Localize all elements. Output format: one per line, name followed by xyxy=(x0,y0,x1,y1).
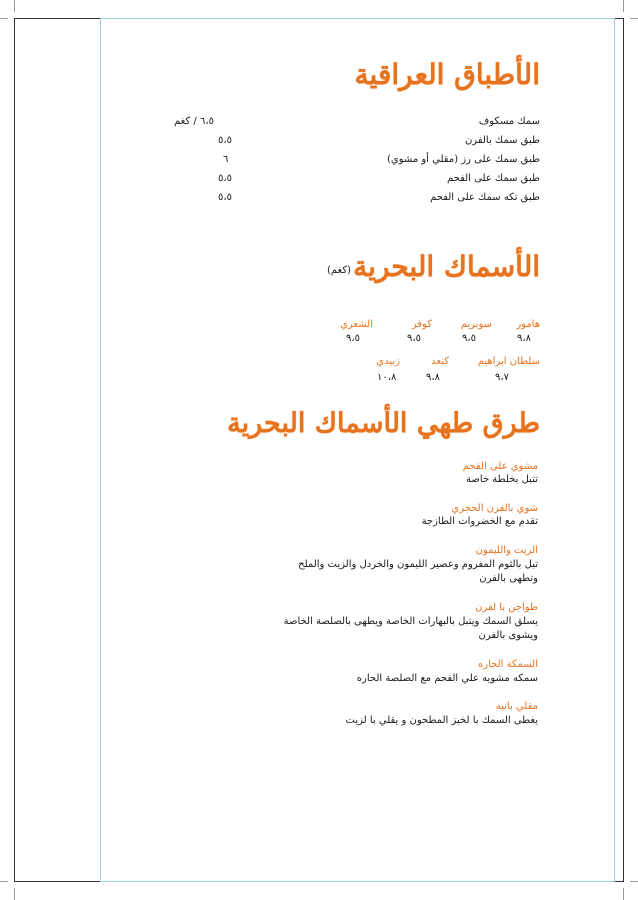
menu-item-price: ٥،٥ xyxy=(218,135,232,146)
method-heading: شوي بالفرن الحجري xyxy=(451,503,538,514)
fish-name: سوبريم xyxy=(460,319,492,330)
section-title-methods: طرق طهي الأسماك البحرية xyxy=(227,408,540,439)
method-description: تقدم مع الخضروات الطازجة xyxy=(421,516,538,527)
fish-price: ٩،٨ xyxy=(426,372,440,383)
crop-mark-bottom-right-h xyxy=(630,881,638,882)
menu-item-name: سمك مسكوف xyxy=(478,116,540,127)
method-heading: مقلي بانيه xyxy=(495,701,538,712)
menu-item-price: ٥،٥ xyxy=(218,192,232,203)
fish-price: ٩،٥ xyxy=(462,333,476,344)
method-description: تتبل بخلطة خاصة xyxy=(466,474,538,485)
method-description: ويشوى بالفرن xyxy=(478,630,538,641)
fish-name: كوفر xyxy=(411,319,432,330)
unit-label: (كغم) xyxy=(327,265,352,276)
fish-price: ٩،٥ xyxy=(346,333,360,344)
method-description: وتطهى بالفرن xyxy=(479,573,538,584)
fish-name: هامور xyxy=(516,319,540,330)
content-guide xyxy=(100,18,615,882)
crop-mark-bottom-right xyxy=(623,888,624,900)
fish-price: ١٠،٨ xyxy=(377,372,397,383)
method-description: يسلق السمك ويتبل بالبهارات الخاصة ويطهى بالصلصة الخاصة xyxy=(283,616,538,627)
menu-item-price: ٥،٥ xyxy=(218,173,232,184)
menu-item-name: طبق سمك على الفحم xyxy=(446,173,540,184)
section-title-iraqi: الأطباق العراقية xyxy=(354,58,540,91)
fish-name: سلطان ابراهيم xyxy=(477,356,540,367)
crop-mark-bottom-left xyxy=(14,888,15,900)
method-description: سمكه مشويه علي الفحم مع الصلصة الحاره xyxy=(356,673,538,684)
menu-item-price: ٦،٥ / كغم xyxy=(174,116,214,127)
fish-name: كنعد xyxy=(431,356,449,367)
method-description: تبل بالثوم المفروم وعصير الليمون والخردل والزيت والملح xyxy=(298,559,538,570)
crop-mark-top-right xyxy=(623,0,624,12)
fish-name: زبيدي xyxy=(376,356,400,367)
method-description: يغطى السمك با لخبز المطحون و يقلي با لزيت xyxy=(345,715,538,726)
menu-item-name: طبق سمك على رز (مقلي أو مشوي) xyxy=(387,154,540,165)
crop-mark-bottom-left-h xyxy=(0,881,8,882)
method-heading: الزيت والليمون xyxy=(475,545,538,556)
method-heading: السمكة الحاره xyxy=(478,659,538,670)
menu-item-price: ٦ xyxy=(223,154,229,165)
method-heading: طواجن با لفرن xyxy=(475,602,538,613)
method-heading: مشوي على الفحم xyxy=(462,461,538,472)
crop-mark-top-left xyxy=(14,0,15,12)
section-title-fish: الأسماك البحرية xyxy=(353,250,540,283)
fish-price: ٩،٧ xyxy=(495,372,509,383)
crop-mark-top-left-h xyxy=(0,18,8,19)
fish-name: الشعري xyxy=(340,319,373,330)
crop-mark-top-right-h xyxy=(630,18,638,19)
fish-price: ٩،٥ xyxy=(407,333,421,344)
fish-price: ٩،٨ xyxy=(517,333,531,344)
menu-item-name: طبق تكه سمك على الفحم xyxy=(430,192,540,203)
menu-item-name: طبق سمك بالفرن xyxy=(464,135,540,146)
